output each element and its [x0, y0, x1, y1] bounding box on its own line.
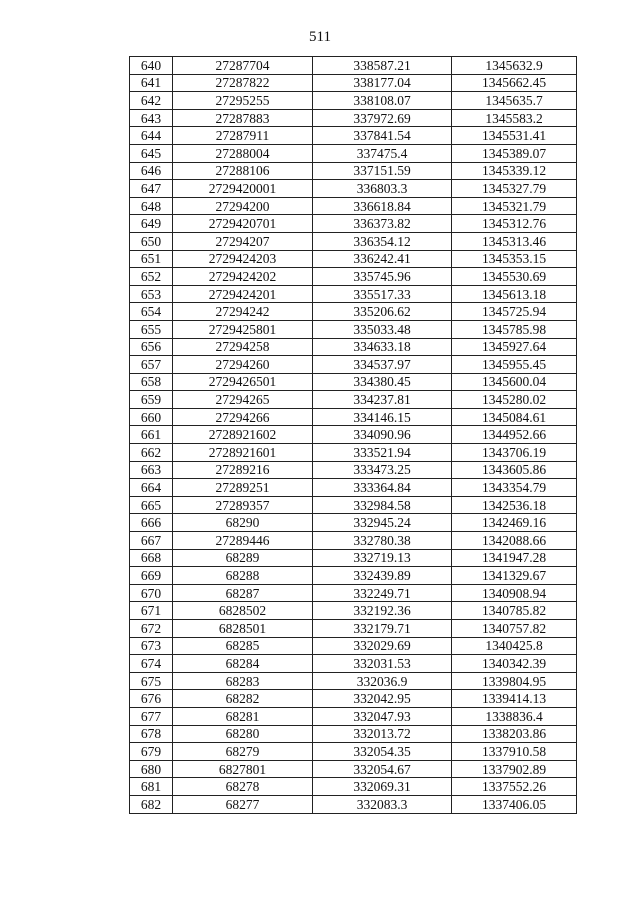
x-coordinate-cell: 332069.31 — [313, 778, 452, 796]
y-coordinate-cell: 1342536.18 — [452, 496, 577, 514]
point-number-cell: 653 — [130, 285, 173, 303]
y-coordinate-cell: 1344952.66 — [452, 426, 577, 444]
table-row — [130, 672, 577, 690]
point-code-cell: 27288106 — [173, 162, 313, 180]
point-number-cell: 648 — [130, 197, 173, 215]
x-coordinate-cell: 333364.84 — [313, 479, 452, 497]
point-number-cell: 640 — [130, 57, 173, 75]
table-row — [130, 760, 577, 778]
point-code-cell: 68282 — [173, 690, 313, 708]
table-row — [130, 127, 577, 145]
point-code-cell: 27287704 — [173, 57, 313, 75]
point-code-cell: 27294207 — [173, 232, 313, 250]
table-row — [130, 373, 577, 391]
point-code-cell: 68289 — [173, 549, 313, 567]
x-coordinate-cell: 336242.41 — [313, 250, 452, 268]
table-row — [130, 655, 577, 673]
y-coordinate-cell: 1345927.64 — [452, 338, 577, 356]
point-code-cell: 27289251 — [173, 479, 313, 497]
point-number-cell: 642 — [130, 92, 173, 110]
point-number-cell: 682 — [130, 795, 173, 813]
x-coordinate-cell: 332036.9 — [313, 672, 452, 690]
x-coordinate-cell: 332249.71 — [313, 584, 452, 602]
y-coordinate-cell: 1345632.9 — [452, 57, 577, 75]
point-number-cell: 669 — [130, 567, 173, 585]
x-coordinate-cell: 332029.69 — [313, 637, 452, 655]
y-coordinate-cell: 1345635.7 — [452, 92, 577, 110]
point-number-cell: 668 — [130, 549, 173, 567]
point-number-cell: 672 — [130, 620, 173, 638]
coordinates-table — [129, 56, 577, 814]
table-row — [130, 268, 577, 286]
y-coordinate-cell: 1337902.89 — [452, 760, 577, 778]
point-code-cell: 68278 — [173, 778, 313, 796]
point-code-cell: 68290 — [173, 514, 313, 532]
x-coordinate-cell: 332984.58 — [313, 496, 452, 514]
table-row — [130, 250, 577, 268]
point-number-cell: 643 — [130, 109, 173, 127]
x-coordinate-cell: 337151.59 — [313, 162, 452, 180]
point-number-cell: 641 — [130, 74, 173, 92]
x-coordinate-cell: 332054.35 — [313, 743, 452, 761]
point-code-cell: 27289357 — [173, 496, 313, 514]
x-coordinate-cell: 335517.33 — [313, 285, 452, 303]
table-row — [130, 778, 577, 796]
point-code-cell: 27294258 — [173, 338, 313, 356]
y-coordinate-cell: 1345531.41 — [452, 127, 577, 145]
point-code-cell: 2729420701 — [173, 215, 313, 233]
x-coordinate-cell: 333521.94 — [313, 444, 452, 462]
table-row — [130, 602, 577, 620]
y-coordinate-cell: 1340425.8 — [452, 637, 577, 655]
table-row — [130, 795, 577, 813]
y-coordinate-cell: 1340785.82 — [452, 602, 577, 620]
table-row — [130, 197, 577, 215]
point-code-cell: 27289216 — [173, 461, 313, 479]
y-coordinate-cell: 1345280.02 — [452, 391, 577, 409]
x-coordinate-cell: 332054.67 — [313, 760, 452, 778]
point-number-cell: 664 — [130, 479, 173, 497]
y-coordinate-cell: 1345312.76 — [452, 215, 577, 233]
point-code-cell: 68280 — [173, 725, 313, 743]
point-number-cell: 663 — [130, 461, 173, 479]
table-row — [130, 92, 577, 110]
point-code-cell: 2729425801 — [173, 320, 313, 338]
x-coordinate-cell: 333473.25 — [313, 461, 452, 479]
x-coordinate-cell: 336354.12 — [313, 232, 452, 250]
y-coordinate-cell: 1342088.66 — [452, 532, 577, 550]
table-row — [130, 725, 577, 743]
x-coordinate-cell: 336803.3 — [313, 180, 452, 198]
x-coordinate-cell: 334146.15 — [313, 408, 452, 426]
point-code-cell: 2729424201 — [173, 285, 313, 303]
y-coordinate-cell: 1345955.45 — [452, 356, 577, 374]
x-coordinate-cell: 338177.04 — [313, 74, 452, 92]
point-code-cell: 68285 — [173, 637, 313, 655]
x-coordinate-cell: 332083.3 — [313, 795, 452, 813]
table-row — [130, 162, 577, 180]
x-coordinate-cell: 334090.96 — [313, 426, 452, 444]
point-code-cell: 2728921601 — [173, 444, 313, 462]
point-number-cell: 652 — [130, 268, 173, 286]
point-code-cell: 2729424203 — [173, 250, 313, 268]
x-coordinate-cell: 332439.89 — [313, 567, 452, 585]
x-coordinate-cell: 332042.95 — [313, 690, 452, 708]
table-row — [130, 408, 577, 426]
point-code-cell: 2729420001 — [173, 180, 313, 198]
point-number-cell: 660 — [130, 408, 173, 426]
y-coordinate-cell: 1340908.94 — [452, 584, 577, 602]
y-coordinate-cell: 1345785.98 — [452, 320, 577, 338]
point-number-cell: 654 — [130, 303, 173, 321]
table-row — [130, 180, 577, 198]
table-row — [130, 707, 577, 725]
point-number-cell: 647 — [130, 180, 173, 198]
point-number-cell: 676 — [130, 690, 173, 708]
table-row — [130, 584, 577, 602]
point-number-cell: 644 — [130, 127, 173, 145]
table-row — [130, 320, 577, 338]
y-coordinate-cell: 1345339.12 — [452, 162, 577, 180]
point-code-cell: 27287911 — [173, 127, 313, 145]
table-row — [130, 690, 577, 708]
x-coordinate-cell: 332719.13 — [313, 549, 452, 567]
point-number-cell: 677 — [130, 707, 173, 725]
x-coordinate-cell: 337841.54 — [313, 127, 452, 145]
point-code-cell: 68284 — [173, 655, 313, 673]
x-coordinate-cell: 332780.38 — [313, 532, 452, 550]
point-code-cell: 2728921602 — [173, 426, 313, 444]
point-number-cell: 667 — [130, 532, 173, 550]
point-number-cell: 679 — [130, 743, 173, 761]
x-coordinate-cell: 337972.69 — [313, 109, 452, 127]
y-coordinate-cell: 1342469.16 — [452, 514, 577, 532]
x-coordinate-cell: 338108.07 — [313, 92, 452, 110]
point-number-cell: 658 — [130, 373, 173, 391]
point-code-cell: 27288004 — [173, 144, 313, 162]
y-coordinate-cell: 1345530.69 — [452, 268, 577, 286]
table-row — [130, 620, 577, 638]
y-coordinate-cell: 1345084.61 — [452, 408, 577, 426]
y-coordinate-cell: 1345327.79 — [452, 180, 577, 198]
table-row — [130, 743, 577, 761]
point-number-cell: 646 — [130, 162, 173, 180]
point-number-cell: 657 — [130, 356, 173, 374]
x-coordinate-cell: 334237.81 — [313, 391, 452, 409]
point-code-cell: 27294200 — [173, 197, 313, 215]
point-code-cell: 27294265 — [173, 391, 313, 409]
point-code-cell: 68279 — [173, 743, 313, 761]
y-coordinate-cell: 1345353.15 — [452, 250, 577, 268]
point-number-cell: 675 — [130, 672, 173, 690]
table-row — [130, 232, 577, 250]
table-row — [130, 549, 577, 567]
table-row — [130, 391, 577, 409]
y-coordinate-cell: 1337552.26 — [452, 778, 577, 796]
x-coordinate-cell: 334380.45 — [313, 373, 452, 391]
page-number: 511 — [309, 29, 331, 45]
point-number-cell: 681 — [130, 778, 173, 796]
table-row — [130, 496, 577, 514]
y-coordinate-cell: 1338203.86 — [452, 725, 577, 743]
y-coordinate-cell: 1338836.4 — [452, 707, 577, 725]
point-number-cell: 661 — [130, 426, 173, 444]
x-coordinate-cell: 334537.97 — [313, 356, 452, 374]
point-number-cell: 662 — [130, 444, 173, 462]
point-number-cell: 655 — [130, 320, 173, 338]
x-coordinate-cell: 334633.18 — [313, 338, 452, 356]
point-number-cell: 680 — [130, 760, 173, 778]
table-row — [130, 74, 577, 92]
table-row — [130, 426, 577, 444]
y-coordinate-cell: 1345613.18 — [452, 285, 577, 303]
point-number-cell: 656 — [130, 338, 173, 356]
point-code-cell: 2729426501 — [173, 373, 313, 391]
point-number-cell: 674 — [130, 655, 173, 673]
table-row — [130, 144, 577, 162]
table-row — [130, 338, 577, 356]
table-row — [130, 57, 577, 75]
table-row — [130, 461, 577, 479]
table-row — [130, 109, 577, 127]
point-number-cell: 665 — [130, 496, 173, 514]
point-number-cell: 649 — [130, 215, 173, 233]
point-code-cell: 2729424202 — [173, 268, 313, 286]
x-coordinate-cell: 337475.4 — [313, 144, 452, 162]
y-coordinate-cell: 1345321.79 — [452, 197, 577, 215]
y-coordinate-cell: 1345600.04 — [452, 373, 577, 391]
point-number-cell: 650 — [130, 232, 173, 250]
point-code-cell: 68288 — [173, 567, 313, 585]
point-number-cell: 670 — [130, 584, 173, 602]
table-row — [130, 444, 577, 462]
x-coordinate-cell: 332031.53 — [313, 655, 452, 673]
y-coordinate-cell: 1337406.05 — [452, 795, 577, 813]
table-row — [130, 356, 577, 374]
y-coordinate-cell: 1340757.82 — [452, 620, 577, 638]
table-row — [130, 514, 577, 532]
y-coordinate-cell: 1339804.95 — [452, 672, 577, 690]
table-row — [130, 567, 577, 585]
x-coordinate-cell: 338587.21 — [313, 57, 452, 75]
point-code-cell: 27287822 — [173, 74, 313, 92]
point-code-cell: 27289446 — [173, 532, 313, 550]
point-code-cell: 6828502 — [173, 602, 313, 620]
point-code-cell: 68277 — [173, 795, 313, 813]
point-code-cell: 27295255 — [173, 92, 313, 110]
x-coordinate-cell: 332013.72 — [313, 725, 452, 743]
x-coordinate-cell: 335033.48 — [313, 320, 452, 338]
point-number-cell: 671 — [130, 602, 173, 620]
point-code-cell: 6827801 — [173, 760, 313, 778]
x-coordinate-cell: 332047.93 — [313, 707, 452, 725]
x-coordinate-cell: 332192.36 — [313, 602, 452, 620]
table-row — [130, 532, 577, 550]
table-row — [130, 303, 577, 321]
point-code-cell: 6828501 — [173, 620, 313, 638]
point-code-cell: 27294260 — [173, 356, 313, 374]
table-row — [130, 637, 577, 655]
point-code-cell: 27287883 — [173, 109, 313, 127]
y-coordinate-cell: 1345725.94 — [452, 303, 577, 321]
point-number-cell: 673 — [130, 637, 173, 655]
table-row — [130, 479, 577, 497]
point-code-cell: 27294266 — [173, 408, 313, 426]
table-row — [130, 215, 577, 233]
point-code-cell: 27294242 — [173, 303, 313, 321]
y-coordinate-cell: 1345583.2 — [452, 109, 577, 127]
point-code-cell: 68281 — [173, 707, 313, 725]
y-coordinate-cell: 1340342.39 — [452, 655, 577, 673]
point-number-cell: 651 — [130, 250, 173, 268]
x-coordinate-cell: 332179.71 — [313, 620, 452, 638]
point-code-cell: 68283 — [173, 672, 313, 690]
point-number-cell: 659 — [130, 391, 173, 409]
y-coordinate-cell: 1345313.46 — [452, 232, 577, 250]
x-coordinate-cell: 332945.24 — [313, 514, 452, 532]
x-coordinate-cell: 335206.62 — [313, 303, 452, 321]
point-number-cell: 645 — [130, 144, 173, 162]
x-coordinate-cell: 335745.96 — [313, 268, 452, 286]
y-coordinate-cell: 1341947.28 — [452, 549, 577, 567]
x-coordinate-cell: 336373.82 — [313, 215, 452, 233]
y-coordinate-cell: 1343605.86 — [452, 461, 577, 479]
y-coordinate-cell: 1345389.07 — [452, 144, 577, 162]
point-number-cell: 678 — [130, 725, 173, 743]
point-number-cell: 666 — [130, 514, 173, 532]
y-coordinate-cell: 1345662.45 — [452, 74, 577, 92]
point-code-cell: 68287 — [173, 584, 313, 602]
y-coordinate-cell: 1339414.13 — [452, 690, 577, 708]
y-coordinate-cell: 1337910.58 — [452, 743, 577, 761]
x-coordinate-cell: 336618.84 — [313, 197, 452, 215]
y-coordinate-cell: 1341329.67 — [452, 567, 577, 585]
table-row — [130, 285, 577, 303]
y-coordinate-cell: 1343354.79 — [452, 479, 577, 497]
y-coordinate-cell: 1343706.19 — [452, 444, 577, 462]
table-body — [130, 57, 577, 814]
